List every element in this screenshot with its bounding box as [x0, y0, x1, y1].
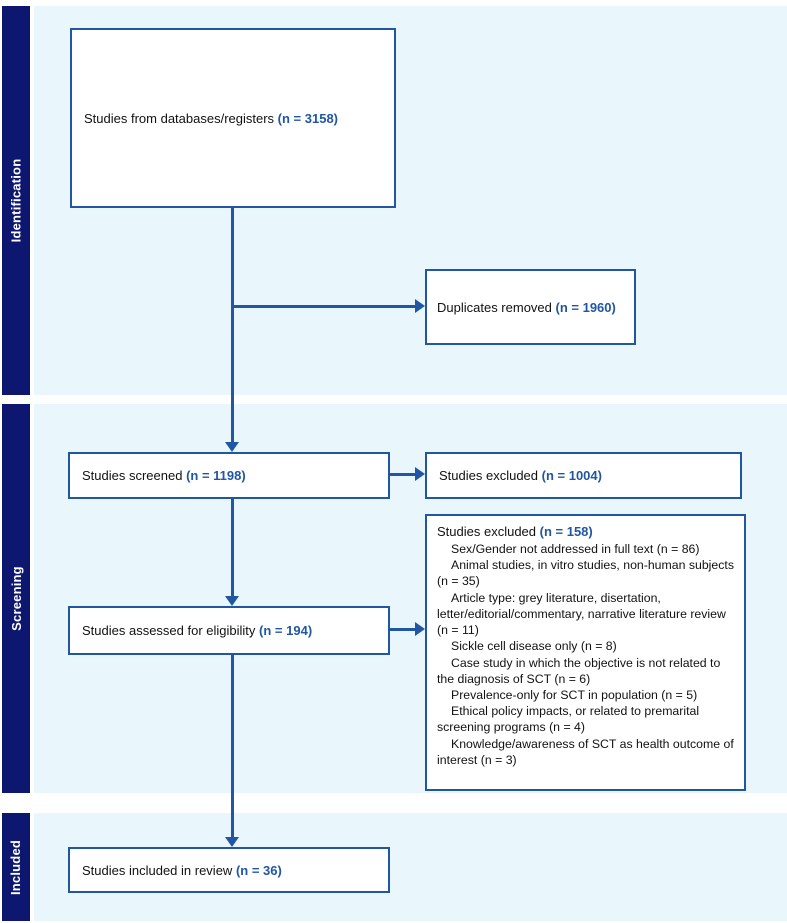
duplicates-count: (n = 1960)	[555, 299, 616, 315]
identification-label: Identification	[8, 158, 24, 243]
assessed-text	[82, 623, 312, 638]
arrowhead-down-to-screened-icon	[225, 442, 239, 452]
screening-label: Screening	[8, 566, 24, 631]
exclusion-reason: Case study in which the objective is not related to the diagnosis of SCT (n = 6)	[437, 655, 721, 686]
included-count: (n = 36)	[235, 862, 282, 878]
connector-databases-to-screened	[231, 208, 234, 443]
connector-screened-to-excluded	[390, 473, 416, 476]
exclusion-reason: Prevalence-only for SCT in population (n = 5)	[451, 687, 698, 702]
arrowhead-right-to-duplicates-icon	[415, 299, 425, 313]
screening-sidebar	[2, 404, 30, 793]
included-sidebar	[2, 813, 30, 921]
included-label: Included	[8, 839, 24, 895]
included-box-label: Studies included in review	[82, 862, 233, 878]
screened-text	[82, 468, 246, 483]
excluded-eligibility-count: (n = 158)	[539, 524, 593, 539]
connector-assessed-to-excluded-reasons	[390, 628, 416, 631]
assessed-box	[68, 606, 390, 655]
databases-count: (n = 3158)	[277, 110, 339, 126]
exclusion-reason: Ethical policy impacts, or related to premarital screening programs (n = 4)	[437, 704, 700, 735]
connector-assessed-to-included	[231, 655, 234, 838]
excluded-screening-box	[425, 452, 742, 499]
exclusion-reason: Animal studies, in vitro studies, non-human subjects (n = 35)	[437, 558, 734, 589]
connector-branch-to-duplicates	[231, 305, 416, 308]
databases-box	[70, 28, 396, 208]
duplicates-text	[437, 300, 616, 315]
exclusion-reason: Knowledge/awareness of SCT as health outcome of interest (n = 3)	[437, 736, 734, 767]
databases-text	[84, 111, 338, 126]
duplicates-label: Duplicates removed	[437, 299, 552, 315]
excluded-eligibility-title	[437, 524, 734, 539]
excluded-screening-count: (n = 1004)	[541, 468, 602, 483]
assessed-count: (n = 194)	[259, 623, 313, 638]
exclusion-reason: Sex/Gender not addressed in full text (n = 86)	[451, 542, 700, 556]
arrowhead-right-to-excluded-reasons-icon	[415, 622, 425, 636]
exclusion-reason: Article type: grey literature, disertation, letter/editorial/commentary, narrative literature review (n = 11)	[437, 590, 726, 638]
arrowhead-down-to-included-icon	[225, 837, 239, 847]
excluded-eligibility-label: Studies excluded	[437, 524, 537, 539]
excluded-screening-label: Studies excluded	[439, 468, 539, 483]
excluded-screening-text	[439, 468, 602, 483]
included-box	[68, 847, 390, 893]
arrowhead-right-to-excluded-icon	[415, 467, 425, 481]
assessed-label: Studies assessed for eligibility	[82, 623, 256, 638]
screened-box	[68, 452, 390, 499]
included-text	[82, 863, 282, 878]
screened-label: Studies screened	[82, 468, 183, 483]
exclusion-reason: Sickle cell disease only (n = 8)	[451, 639, 617, 654]
duplicates-box	[425, 269, 636, 345]
databases-label: Studies from databases/registers	[84, 110, 275, 126]
screened-count: (n = 1198)	[186, 468, 246, 483]
arrowhead-down-to-assessed-icon	[225, 596, 239, 606]
identification-sidebar	[2, 6, 30, 395]
excluded-eligibility-box	[425, 514, 746, 791]
connector-screened-to-assessed	[231, 499, 234, 597]
